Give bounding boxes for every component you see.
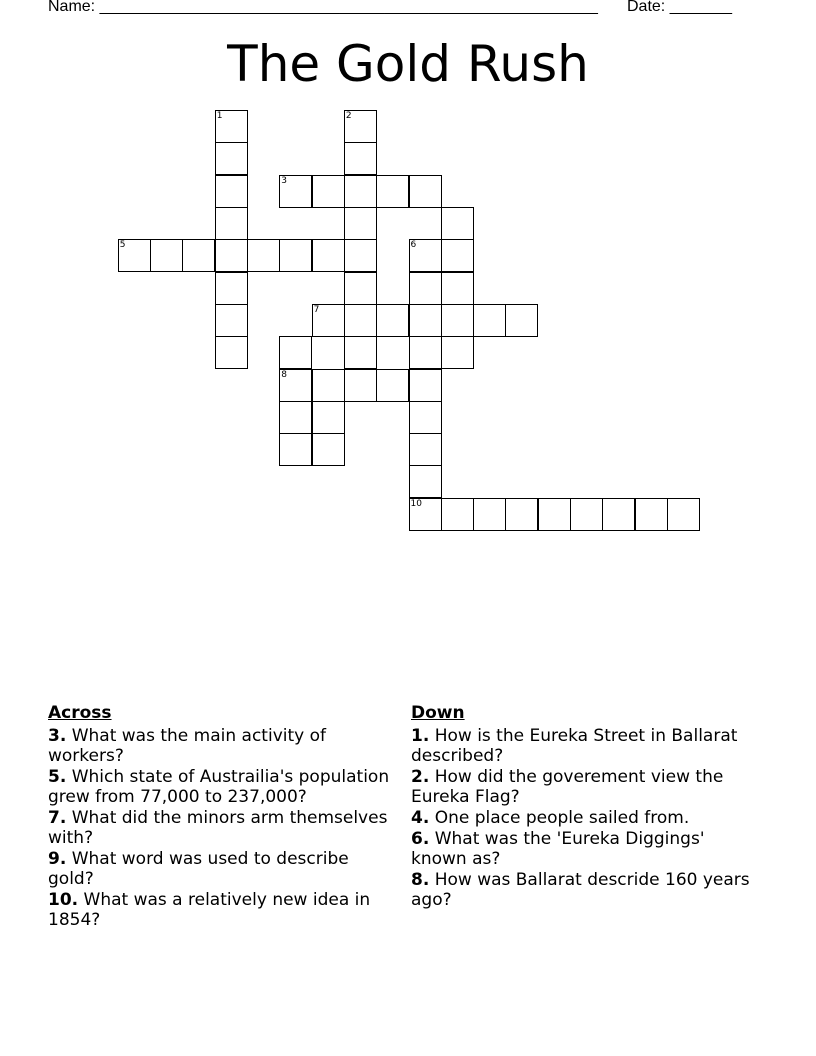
cell-number: 3 xyxy=(281,175,288,186)
down-clue xyxy=(411,767,756,807)
crossword-cell[interactable] xyxy=(215,110,248,143)
crossword-cell[interactable] xyxy=(312,175,345,208)
down-heading: Down xyxy=(411,703,465,723)
cell-number: 6 xyxy=(410,240,417,251)
crossword-cell[interactable] xyxy=(602,498,635,531)
crossword-cell[interactable] xyxy=(182,239,215,272)
crossword-cell[interactable] xyxy=(409,304,442,337)
across-clue xyxy=(48,808,393,848)
crossword-cell[interactable] xyxy=(247,239,280,272)
crossword-cell[interactable] xyxy=(344,142,377,175)
crossword-cell[interactable] xyxy=(505,498,538,531)
clue-text: What was the 'Eureka Diggings' known as? xyxy=(411,829,705,869)
down-clue xyxy=(411,808,756,828)
crossword-cell[interactable] xyxy=(344,304,377,337)
across-clue xyxy=(48,890,393,930)
clue-number: 7. xyxy=(48,808,67,828)
crossword-cell[interactable] xyxy=(409,465,442,498)
page-title: The Gold Rush xyxy=(227,35,589,93)
cell-number: 1 xyxy=(216,111,223,122)
clue-number: 8. xyxy=(411,870,430,890)
clue-text: How did the goverement view the Eureka Flag? xyxy=(411,767,724,807)
crossword-cell[interactable] xyxy=(279,175,312,208)
crossword-cell[interactable] xyxy=(409,433,442,466)
cell-number: 2 xyxy=(345,111,352,122)
crossword-cell[interactable] xyxy=(409,272,442,305)
clue-text: What word was used to describe gold? xyxy=(48,849,349,889)
crossword-cell[interactable] xyxy=(441,239,474,272)
clue-number: 10. xyxy=(48,890,79,910)
crossword-cell[interactable] xyxy=(215,304,248,337)
crossword-cell[interactable] xyxy=(215,272,248,305)
crossword-cell[interactable] xyxy=(409,239,442,272)
clue-number: 3. xyxy=(48,726,67,746)
clue-text: What was the main activity of workers? xyxy=(48,726,326,766)
crossword-cell[interactable] xyxy=(215,239,248,272)
crossword-cell[interactable] xyxy=(118,239,151,272)
clue-number: 6. xyxy=(411,829,430,849)
cell-number: 5 xyxy=(119,240,126,251)
crossword-cell[interactable] xyxy=(344,336,377,369)
crossword-cell[interactable] xyxy=(409,498,442,531)
down-clues xyxy=(411,703,756,911)
crossword-cell[interactable] xyxy=(279,239,312,272)
crossword-cell[interactable] xyxy=(312,433,345,466)
crossword-cell[interactable] xyxy=(505,304,538,337)
crossword-cell[interactable] xyxy=(279,433,312,466)
crossword-cell[interactable] xyxy=(376,304,409,337)
crossword-cell[interactable] xyxy=(409,401,442,434)
cell-number: 10 xyxy=(410,498,422,509)
clue-number: 9. xyxy=(48,849,67,869)
crossword-cell[interactable] xyxy=(279,401,312,434)
clue-text: How is the Eureka Street in Ballarat described? xyxy=(411,726,738,766)
across-clues xyxy=(48,703,393,931)
clue-text: What did the minors arm themselves with? xyxy=(48,808,388,848)
crossword-cell[interactable] xyxy=(441,498,474,531)
across-clue xyxy=(48,849,393,889)
down-clue xyxy=(411,726,756,766)
crossword-cell[interactable] xyxy=(279,336,312,369)
crossword-cell[interactable] xyxy=(473,304,506,337)
crossword-cell[interactable] xyxy=(635,498,668,531)
crossword-cell[interactable] xyxy=(441,207,474,240)
crossword-cell[interactable] xyxy=(473,498,506,531)
across-heading: Across xyxy=(48,703,112,723)
crossword-cell[interactable] xyxy=(538,498,571,531)
crossword-cell[interactable] xyxy=(312,239,345,272)
crossword-cell[interactable] xyxy=(409,336,442,369)
crossword-cell[interactable] xyxy=(215,207,248,240)
crossword-cell[interactable] xyxy=(279,369,312,402)
crossword-cell[interactable] xyxy=(344,175,377,208)
crossword-cell[interactable] xyxy=(441,336,474,369)
crossword-cell[interactable] xyxy=(344,207,377,240)
cell-number: 8 xyxy=(281,369,288,380)
crossword-cell[interactable] xyxy=(215,336,248,369)
crossword-cell[interactable] xyxy=(215,175,248,208)
clue-text: How was Ballarat descride 160 years ago? xyxy=(411,870,750,910)
clue-text: What was a relatively new idea in 1854? xyxy=(48,890,371,930)
clue-text: One place people sailed from. xyxy=(429,808,690,828)
crossword-cell[interactable] xyxy=(312,304,345,337)
down-clue xyxy=(411,870,756,910)
crossword-cell[interactable] xyxy=(312,401,345,434)
cell-number: 7 xyxy=(313,304,320,315)
clue-number: 2. xyxy=(411,767,430,787)
name-field-label: Name: ________________________________________________________ xyxy=(48,0,598,15)
crossword-cell[interactable] xyxy=(344,110,377,143)
crossword-cell[interactable] xyxy=(441,304,474,337)
down-clue xyxy=(411,829,756,869)
crossword-cell[interactable] xyxy=(344,272,377,305)
date-field-label: Date: _______ xyxy=(627,0,732,15)
crossword-cell[interactable] xyxy=(667,498,700,531)
clue-number: 4. xyxy=(411,808,430,828)
crossword-cell[interactable] xyxy=(376,175,409,208)
clue-number: 1. xyxy=(411,726,430,746)
clue-text: Which state of Austrailia's population grew from 77,000 to 237,000? xyxy=(48,767,390,807)
crossword-cell[interactable] xyxy=(376,369,409,402)
crossword-cell[interactable] xyxy=(344,239,377,272)
crossword-cell[interactable] xyxy=(312,369,345,402)
clue-number: 5. xyxy=(48,767,67,787)
crossword-cell[interactable] xyxy=(344,369,377,402)
crossword-cell[interactable] xyxy=(215,142,248,175)
crossword-cell[interactable] xyxy=(570,498,603,531)
crossword-cell[interactable] xyxy=(409,369,442,402)
across-clue xyxy=(48,726,393,766)
crossword-cell[interactable] xyxy=(150,239,183,272)
crossword-cell[interactable] xyxy=(441,272,474,305)
crossword-cell[interactable] xyxy=(409,175,442,208)
across-clue xyxy=(48,767,393,807)
